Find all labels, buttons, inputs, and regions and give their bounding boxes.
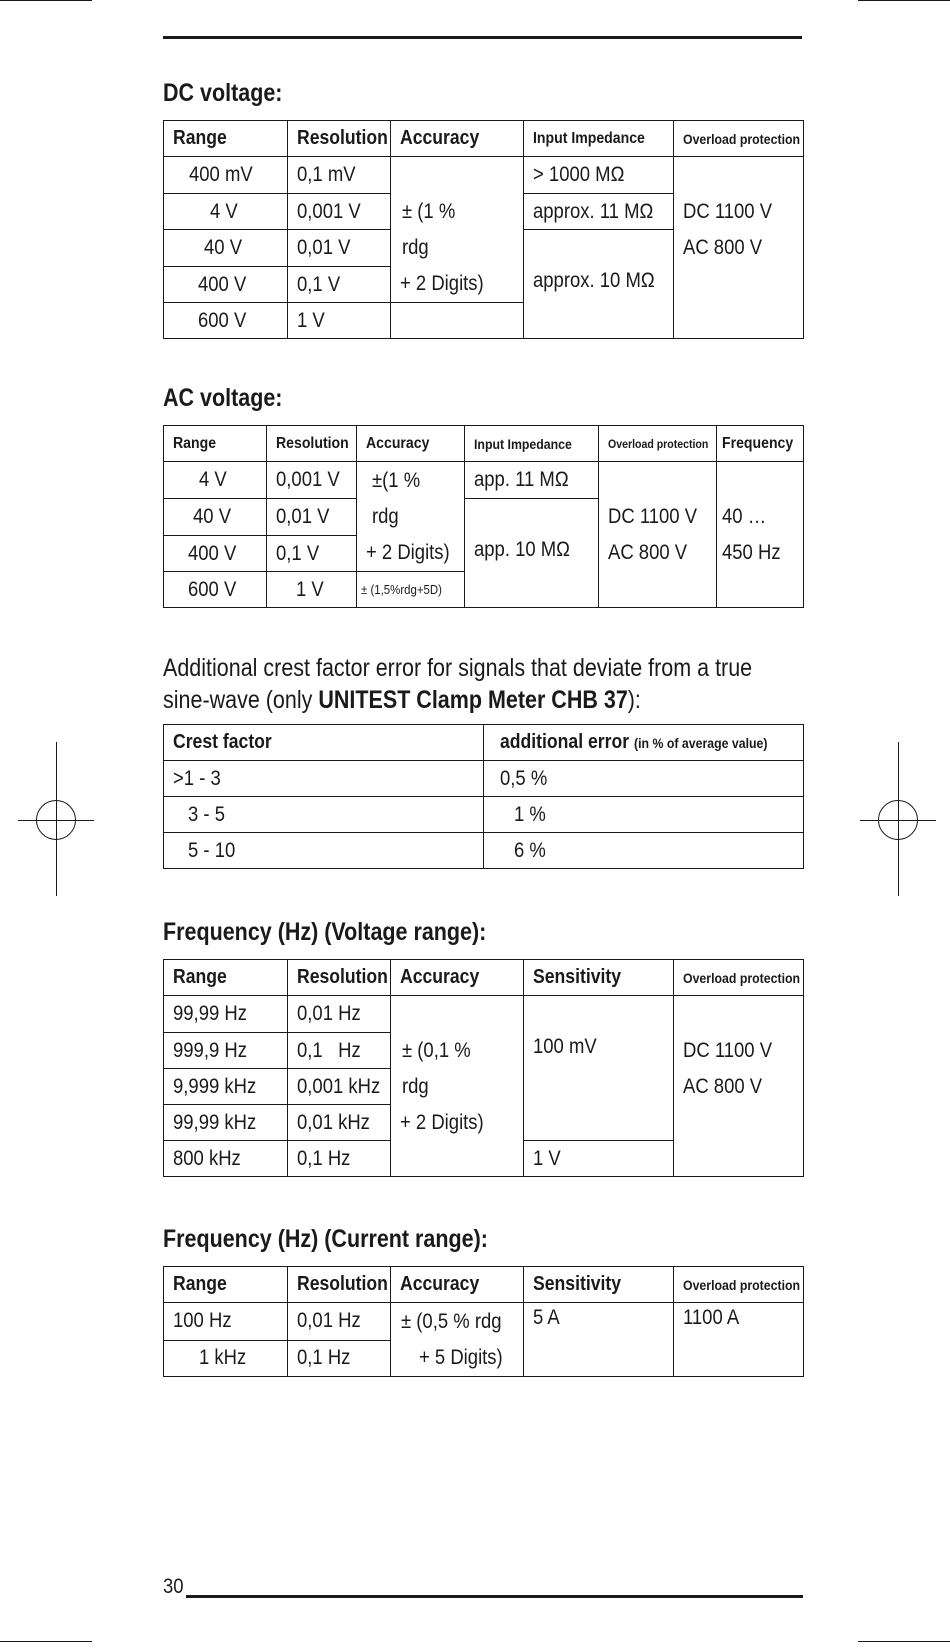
- table-cell-error: 1 %: [484, 797, 804, 833]
- ac-voltage-table: [163, 425, 804, 608]
- header-overload-protection: Overload protection: [599, 426, 717, 462]
- header-frequency: Frequency: [717, 426, 804, 462]
- header-resolution: Resolution: [288, 1267, 391, 1303]
- crest-factor-table: [163, 724, 804, 869]
- table-cell-resolution: 0,001 V: [267, 462, 357, 499]
- table-cell-range: 1 kHz: [164, 1340, 288, 1377]
- page-number: 30: [163, 1575, 184, 1598]
- header-accuracy: Accuracy: [391, 121, 524, 157]
- table-cell-overload: 1100 A: [674, 1303, 804, 1377]
- table-cell-resolution: 0,1 mV: [288, 157, 391, 194]
- header-overload-protection: Overload protection: [674, 121, 804, 157]
- header-accuracy: Accuracy: [391, 960, 524, 996]
- header-sensitivity: Sensitivity: [524, 960, 674, 996]
- top-rule: [163, 36, 802, 39]
- crop-mark: [0, 1641, 92, 1642]
- header-input-impedance: Input Impedance: [465, 426, 599, 462]
- section-title-dc-voltage: DC voltage:: [163, 79, 283, 107]
- table-cell-resolution: 0,01 kHz: [288, 1105, 391, 1141]
- section-title-ac-voltage: AC voltage:: [163, 384, 283, 412]
- header-overload-protection: Overload protection: [674, 960, 804, 996]
- table-cell-resolution: 0,1 V: [267, 536, 357, 572]
- table-cell-sensitivity: 5 A: [524, 1303, 674, 1377]
- header-range: Range: [164, 121, 288, 157]
- table-cell-range: 100 Hz: [164, 1303, 288, 1341]
- table-cell-range: 4 V: [164, 462, 267, 499]
- table-cell-accuracy: ± (1,5%rdg+5D): [357, 572, 465, 608]
- header-resolution: Resolution: [288, 121, 391, 157]
- table-cell-error: 6 %: [484, 833, 804, 869]
- table-cell-range: 99,99 kHz: [164, 1105, 288, 1141]
- table-cell-accuracy: ±(1 % rdg + 2 Digits): [357, 462, 465, 572]
- table-cell-error: 0,5 %: [484, 761, 804, 797]
- table-cell-resolution: 0,01 Hz: [288, 1303, 391, 1341]
- header-sensitivity: Sensitivity: [524, 1267, 674, 1303]
- table-cell-range: 800 kHz: [164, 1141, 288, 1177]
- table-cell-range: 400 V: [164, 267, 288, 303]
- table-cell-impedance: approx. 11 MΩ: [524, 194, 674, 230]
- header-accuracy: Accuracy: [391, 1267, 524, 1303]
- table-cell-range: 99,99 Hz: [164, 996, 288, 1033]
- table-cell-overload: DC 1100 V AC 800 V: [674, 996, 804, 1177]
- table-cell-range: 600 V: [164, 303, 288, 339]
- table-cell-resolution: 0,1 Hz: [288, 1141, 391, 1177]
- table-cell-accuracy: ± (0,5 % rdg + 5 Digits): [391, 1303, 524, 1377]
- table-cell-range: 400 V: [164, 536, 267, 572]
- table-cell-frequency: 40 … 450 Hz: [717, 462, 804, 608]
- crest-paragraph: Additional crest factor error for signals that deviate from a true sine-wave (only UNITEST Clamp Meter CHB 37):: [163, 654, 753, 714]
- table-cell-range: 600 V: [164, 572, 267, 608]
- table-cell-impedance: > 1000 MΩ: [524, 157, 674, 194]
- header-resolution: Resolution: [288, 960, 391, 996]
- table-cell-impedance: approx. 10 MΩ: [524, 230, 674, 339]
- table-cell-range: 9,999 kHz: [164, 1069, 288, 1105]
- table-cell-resolution: 0,01 V: [288, 230, 391, 267]
- table-cell-resolution: 0,1 V: [288, 267, 391, 303]
- table-cell-resolution: 1 V: [288, 303, 391, 339]
- section-title-frequency-current: Frequency (Hz) (Current range):: [163, 1225, 488, 1253]
- table-cell-sensitivity: 1 V: [524, 1141, 674, 1177]
- table-cell-accuracy-empty: [391, 303, 524, 339]
- table-cell-range: 40 V: [164, 499, 267, 536]
- header-range: Range: [164, 426, 267, 462]
- header-range: Range: [164, 960, 288, 996]
- table-cell-resolution: 0,01 Hz: [288, 996, 391, 1033]
- table-cell-crest-factor: >1 - 3: [164, 761, 484, 797]
- frequency-voltage-table: [163, 959, 804, 1177]
- header-range: Range: [164, 1267, 288, 1303]
- table-cell-resolution: 0,001 V: [288, 194, 391, 230]
- header-additional-error: additional error (in % of average value): [484, 725, 804, 761]
- table-cell-resolution: 0,1 Hz: [288, 1340, 391, 1377]
- crop-mark: [858, 1641, 950, 1642]
- header-resolution: Resolution: [267, 426, 357, 462]
- table-cell-impedance: app. 11 MΩ: [465, 462, 599, 499]
- table-cell-accuracy: ± (0,1 % rdg + 2 Digits): [391, 996, 524, 1177]
- header-accuracy: Accuracy: [357, 426, 465, 462]
- table-cell-range: 400 mV: [164, 157, 288, 194]
- header-input-impedance: Input Impedance: [524, 121, 674, 157]
- dc-voltage-table: [163, 120, 804, 339]
- table-cell-range: 999,9 Hz: [164, 1033, 288, 1069]
- frequency-current-table: [163, 1266, 804, 1377]
- header-overload-protection: Overload protection: [674, 1267, 804, 1303]
- crop-mark: [858, 0, 950, 1]
- table-cell-resolution: 0,01 V: [267, 499, 357, 536]
- table-cell-impedance: app. 10 MΩ: [465, 499, 599, 608]
- table-cell-overload: DC 1100 V AC 800 V: [599, 462, 717, 608]
- table-cell-resolution: 0,1 Hz: [288, 1033, 391, 1069]
- table-cell-resolution: 1 V: [267, 572, 357, 608]
- table-cell-crest-factor: 3 - 5: [164, 797, 484, 833]
- header-crest-factor: Crest factor: [164, 725, 484, 761]
- table-cell-overload: DC 1100 V AC 800 V: [674, 157, 804, 339]
- table-cell-sensitivity: 100 mV: [524, 996, 674, 1141]
- table-cell-range: 4 V: [164, 194, 288, 230]
- table-cell-resolution: 0,001 kHz: [288, 1069, 391, 1105]
- footer-rule: [186, 1595, 803, 1598]
- table-cell-accuracy: ± (1 % rdg + 2 Digits): [391, 157, 524, 303]
- crop-mark: [0, 0, 92, 1]
- table-cell-range: 40 V: [164, 230, 288, 267]
- section-title-frequency-voltage: Frequency (Hz) (Voltage range):: [163, 918, 487, 946]
- table-cell-crest-factor: 5 - 10: [164, 833, 484, 869]
